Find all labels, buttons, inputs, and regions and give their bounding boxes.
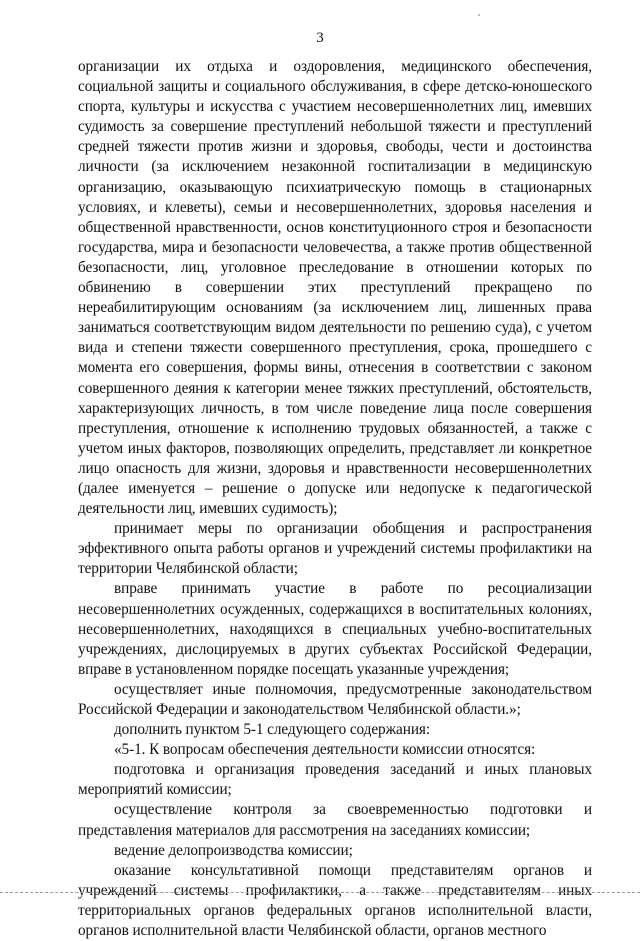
paragraph: ведение делопроизводства комиссии;: [114, 841, 353, 859]
page-number: 3: [316, 30, 324, 46]
paragraph: вправе принимать участие в работе по ресоциализации несовершеннолетних осужденных, содержащихся в воспитательных колониях, несовершеннолетних, находящихся в специальных учебно-воспитательных учреждениях, дислоцируемых в других субъектах Российской Федерации, вправе в установленном порядке посещать указанные учреждения;: [78, 580, 592, 678]
document-body: [78, 57, 592, 941]
paragraph: «5-1. К вопросам обеспечения деятельности комиссии относятся:: [114, 741, 536, 759]
page-bottom-divider: [0, 892, 640, 893]
paragraph: осуществление контроля за своевременностью подготовки и представления материалов для рассмотрения на заседаниях комиссии;: [78, 801, 592, 839]
paragraph: дополнить пунктом 5-1 следующего содержания:: [114, 721, 431, 739]
scan-dot: [478, 14, 480, 16]
paragraph: оказание консультативной помощи представителям органов и учреждений системы профилактики, а также представителям иных территориальных органов федеральных органов исполнительной власти, органов исполнительной власти Челябинской области, органов местного: [78, 861, 592, 940]
paragraph: подготовка и организация проведения заседаний и иных плановых мероприятий комиссии;: [78, 761, 592, 799]
paragraph: организации их отдыха и оздоровления, медицинского обеспечения, социальной защиты и социального обслуживания, в сфере детско-юношеского спорта, культуры и искусства с участием несовершеннолетних лиц, имевших судимость за совершение преступлений небольшой тяжести и преступлений средней тяжести против жизни и здоровья, свободы, чести и достоинства личности (за исключением незаконной госпитализации в медицинскую организацию, оказывающую психиатрическую помощь в стационарных условиях, и клеветы), семьи и несовершеннолетних, здоровья населения и общественной нравственности, основ конституционного строя и безопасности государства, мира и безопасности человечества, а также против общественной безопасности, лиц, уголовное преследование в отношении которых по обвинению в совершении этих преступлений прекращено по нереабилитирующим основаниям (за исключением лиц, лишенных права заниматься соответствующим видом деятельности по решению суда), с учетом вида и степени тяжести совершенного преступления, срока, прошедшего с момента его совершения, формы вины, отнесения в соответствии с законом совершенного деяния к категории менее тяжких преступлений, обстоятельств, характеризующих личность, в том числе поведение лица после совершения преступления, отношение к исполнению трудовых обязанностей, а также с учетом иных факторов, позволяющих определить, представляет ли конкретное лицо опасность для жизни, здоровья и нравственности несовершеннолетних (далее именуется – решение о допуске или недопуске к педагогической деятельности лиц, имевших судимость);: [78, 58, 592, 518]
paragraph: осуществляет иные полномочия, предусмотренные законодательством Российской Федерации и законодательством Челябинской области.»;: [78, 680, 592, 718]
paragraph: принимает меры по организации обобщения и распространения эффективного опыта работы органов и учреждений системы профилактики на территории Челябинской области;: [78, 520, 592, 578]
